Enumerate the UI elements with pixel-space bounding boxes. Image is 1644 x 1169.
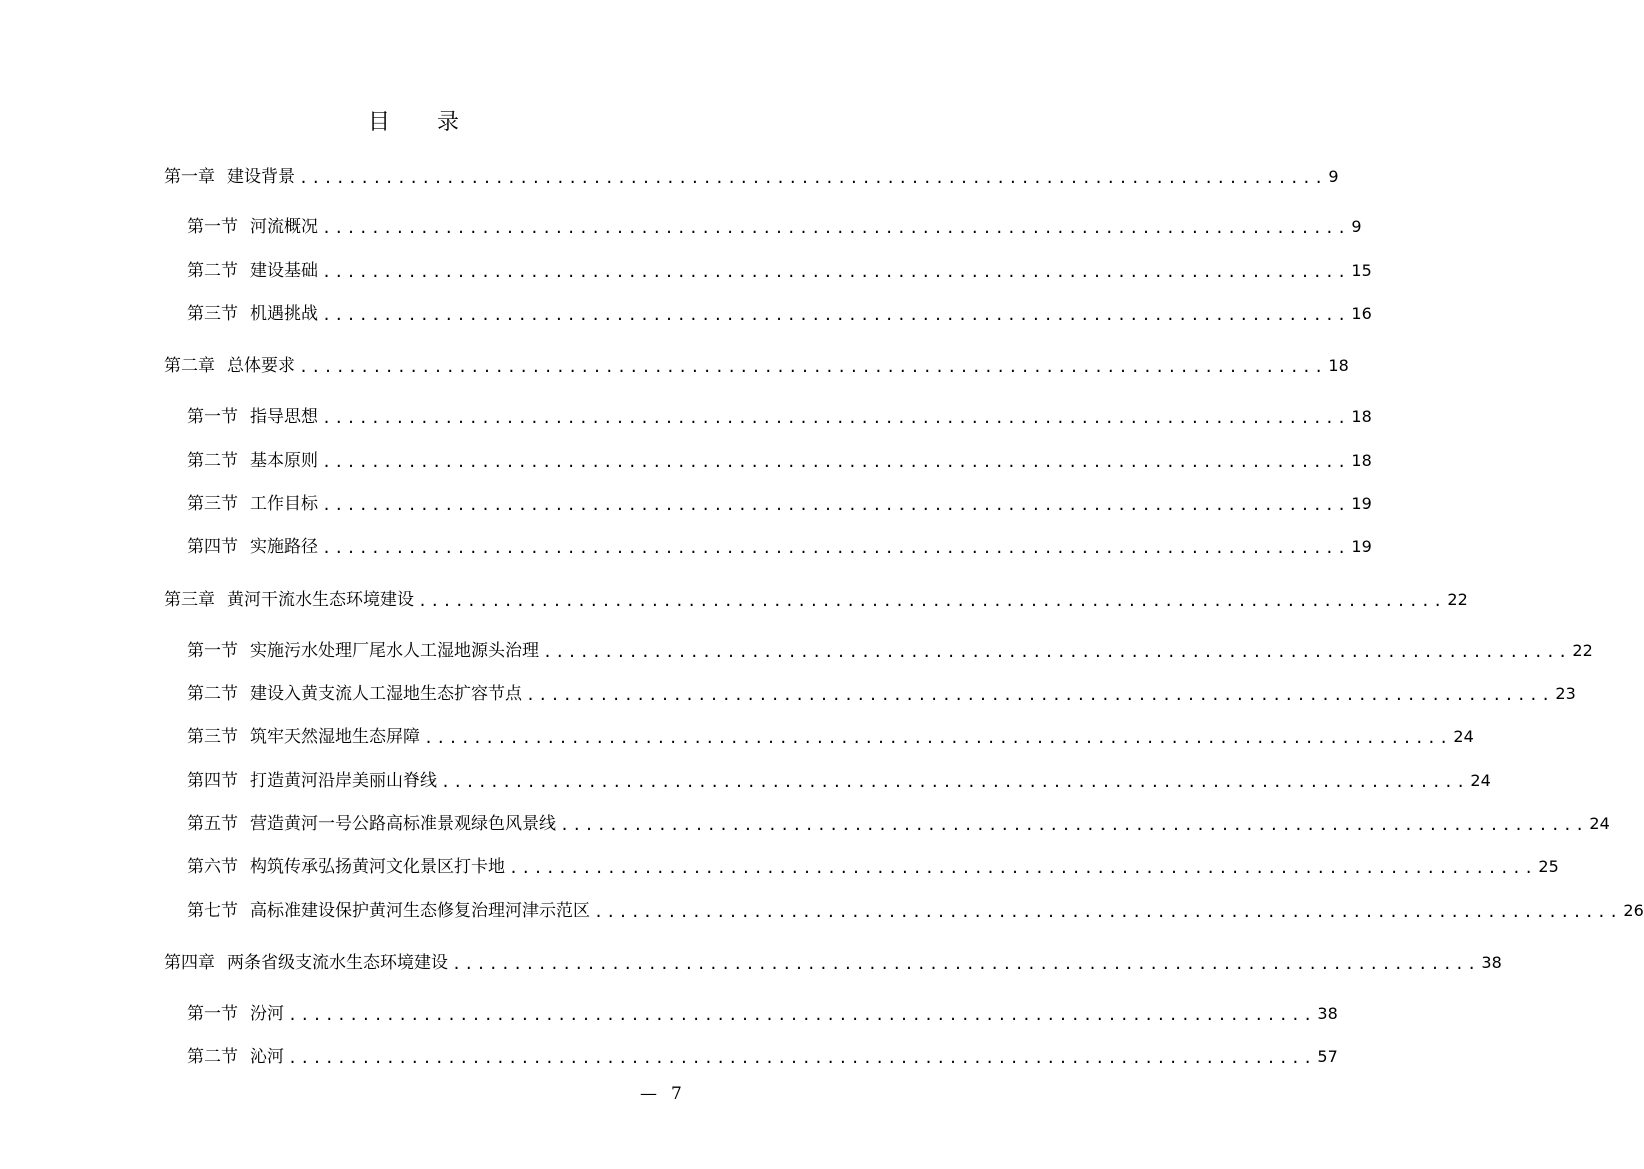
section-title: 实施路径: [250, 537, 318, 557]
toc-chapter-4[interactable]: [164, 948, 1502, 974]
page-number: 18: [1351, 451, 1372, 470]
section-number: 第二节: [187, 261, 238, 281]
page-number: 19: [1351, 494, 1372, 513]
page-number: 19: [1351, 537, 1372, 556]
section-number: 第六节: [187, 857, 238, 877]
toc-section-1-1[interactable]: [187, 212, 1362, 238]
section-title: 基本原则: [250, 451, 318, 471]
chapter-title: 建设背景: [227, 167, 295, 187]
dot-leader: ....................................................................................: [322, 453, 1350, 471]
page-number: 57: [1317, 1047, 1338, 1066]
dot-leader: ....................................................................................: [288, 1049, 1316, 1067]
section-number: 第一节: [187, 217, 238, 237]
toc-section-2-1[interactable]: [187, 402, 1372, 428]
dot-leader: ....................................................................................: [441, 773, 1469, 791]
section-title: 河流概况: [250, 217, 318, 237]
dot-leader: ....................................................................................: [560, 816, 1588, 834]
section-title: 机遇挑战: [250, 304, 318, 324]
section-title: 打造黄河沿岸美丽山脊线: [250, 771, 437, 791]
page-number: 38: [1481, 953, 1502, 972]
page-number: 24: [1589, 814, 1610, 833]
chapter-title: 两条省级支流水生态环境建设: [227, 953, 448, 973]
page-number: 24: [1453, 727, 1474, 746]
section-title: 建设入黄支流人工湿地生态扩容节点: [250, 684, 522, 704]
chapter-title: 总体要求: [227, 356, 295, 376]
section-number: 第三节: [187, 304, 238, 324]
dot-leader: ....................................................................................: [452, 955, 1480, 973]
section-title: 实施污水处理厂尾水人工湿地源头治理: [250, 641, 539, 661]
section-number: 第一节: [187, 407, 238, 427]
section-title: 建设基础: [250, 261, 318, 281]
section-title: 汾河: [250, 1004, 284, 1024]
section-title: 高标准建设保护黄河生态修复治理河津示范区: [250, 901, 590, 921]
toc-section-4-1[interactable]: [187, 999, 1338, 1025]
dot-leader: ....................................................................................: [424, 729, 1452, 747]
footer-page-number: 7: [671, 1084, 682, 1104]
toc-section-2-3[interactable]: [187, 489, 1372, 515]
section-number: 第二节: [187, 684, 238, 704]
dot-leader: ....................................................................................: [322, 496, 1350, 514]
toc-section-3-1[interactable]: [187, 636, 1593, 662]
section-title: 沁河: [250, 1047, 284, 1067]
page-number: 23: [1555, 684, 1576, 703]
toc-chapter-2[interactable]: [164, 351, 1349, 377]
dot-leader: ....................................................................................: [418, 592, 1446, 610]
toc-section-3-2[interactable]: [187, 679, 1576, 705]
section-number: 第三节: [187, 494, 238, 514]
page-title: 目 录: [368, 110, 479, 135]
dot-leader: ....................................................................................: [322, 263, 1350, 281]
dot-leader: ....................................................................................: [322, 539, 1350, 557]
dot-leader: ....................................................................................: [322, 306, 1350, 324]
dot-leader: ....................................................................................: [322, 409, 1350, 427]
dot-leader: ....................................................................................: [509, 859, 1537, 877]
chapter-title: 黄河干流水生态环境建设: [227, 590, 414, 610]
dot-leader: ....................................................................................: [299, 358, 1327, 376]
dot-leader: ....................................................................................: [543, 643, 1571, 661]
dot-leader: ....................................................................................: [322, 219, 1350, 237]
page-footer: [640, 1082, 710, 1106]
section-number: 第四节: [187, 537, 238, 557]
section-title: 筑牢天然湿地生态屏障: [250, 727, 420, 747]
section-title: 指导思想: [250, 407, 318, 427]
toc-section-2-2[interactable]: [187, 446, 1372, 472]
section-number: 第四节: [187, 771, 238, 791]
dot-leader: ....................................................................................: [299, 169, 1327, 187]
chapter-number: 第一章: [164, 167, 215, 187]
toc-section-2-4[interactable]: [187, 532, 1372, 558]
toc-section-3-4[interactable]: [187, 766, 1491, 792]
page-number: 9: [1328, 167, 1339, 186]
page-number: 24: [1470, 771, 1491, 790]
section-title: 构筑传承弘扬黄河文化景区打卡地: [250, 857, 505, 877]
section-number: 第三节: [187, 727, 238, 747]
page-number: 25: [1538, 857, 1559, 876]
page-number: 15: [1351, 261, 1372, 280]
toc-section-3-3[interactable]: [187, 722, 1474, 748]
toc-section-1-2[interactable]: [187, 256, 1372, 282]
page-number: 22: [1447, 590, 1468, 609]
section-number: 第一节: [187, 1004, 238, 1024]
page-number: 18: [1328, 356, 1349, 375]
chapter-number: 第四章: [164, 953, 215, 973]
page-number: 9: [1351, 217, 1362, 236]
toc-section-3-7[interactable]: [187, 896, 1644, 922]
page-number: 18: [1351, 407, 1372, 426]
toc-section-3-6[interactable]: [187, 852, 1559, 878]
dot-leader: ....................................................................................: [288, 1006, 1316, 1024]
chapter-number: 第三章: [164, 590, 215, 610]
section-number: 第一节: [187, 641, 238, 661]
section-number: 第七节: [187, 901, 238, 921]
dot-leader: ....................................................................................: [594, 903, 1622, 921]
section-title: 营造黄河一号公路高标准景观绿色风景线: [250, 814, 556, 834]
page-number: 16: [1351, 304, 1372, 323]
toc-section-1-3[interactable]: [187, 299, 1372, 325]
section-number: 第二节: [187, 451, 238, 471]
section-number: 第五节: [187, 814, 238, 834]
page-number: 22: [1572, 641, 1593, 660]
toc-chapter-1[interactable]: [164, 162, 1339, 188]
toc-section-4-2[interactable]: [187, 1042, 1338, 1068]
toc-section-3-5[interactable]: [187, 809, 1610, 835]
dot-leader: ....................................................................................: [526, 686, 1554, 704]
page-number: 38: [1317, 1004, 1338, 1023]
footer-dash: —: [640, 1084, 657, 1104]
section-number: 第二节: [187, 1047, 238, 1067]
chapter-number: 第二章: [164, 356, 215, 376]
page-number: 26: [1623, 901, 1644, 920]
section-title: 工作目标: [250, 494, 318, 514]
toc-chapter-3[interactable]: [164, 585, 1468, 611]
